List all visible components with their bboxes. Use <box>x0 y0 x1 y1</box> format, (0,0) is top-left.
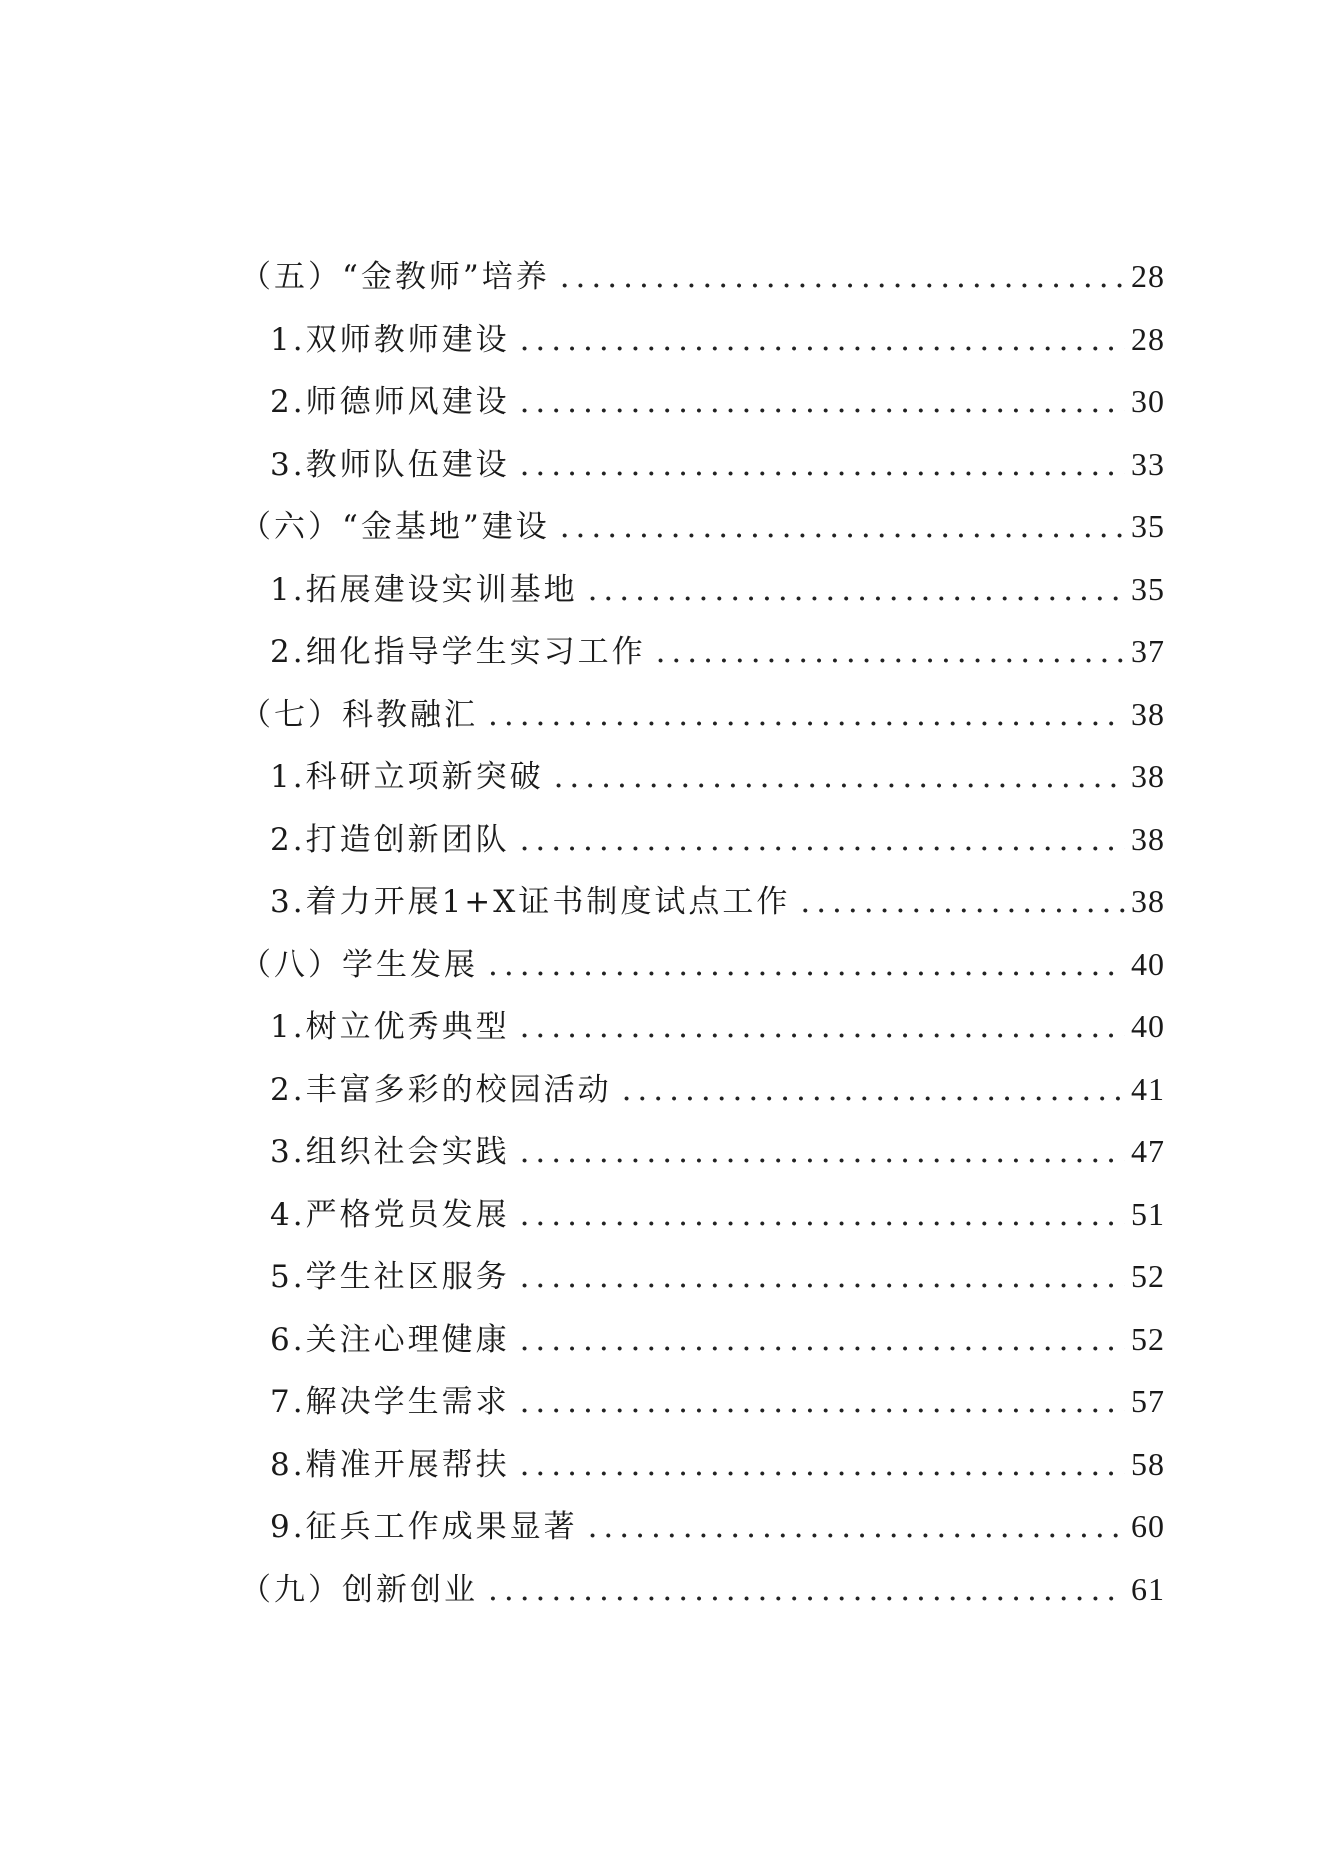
toc-entry-page: 52 <box>1131 1258 1165 1294</box>
toc-entry[interactable] <box>240 1370 1165 1433</box>
toc-entry-title: 3.教师队伍建设 <box>270 446 510 483</box>
toc-dot-leader <box>656 621 1125 684</box>
toc-entry-title: 6.关注心理健康 <box>270 1321 510 1358</box>
toc-entry[interactable] <box>240 1183 1165 1246</box>
toc-entry-page: 51 <box>1131 1195 1165 1232</box>
toc-entry-title: 3.组织社会实践 <box>270 1134 510 1170</box>
toc-entry-title: 3.着力开展1+X证书制度试点工作 <box>270 884 791 920</box>
toc-entry-title: 2.细化指导学生实习工作 <box>270 634 646 670</box>
table-of-contents <box>240 245 1165 1620</box>
toc-entry-title: 1.双师教师建设 <box>270 321 510 358</box>
toc-entry-page: 35 <box>1131 508 1165 544</box>
toc-dot-leader <box>588 1496 1125 1559</box>
toc-entry[interactable] <box>240 683 1165 746</box>
toc-entry[interactable] <box>240 995 1165 1058</box>
toc-entry-page: 57 <box>1131 1383 1165 1419</box>
toc-entry-page: 30 <box>1131 383 1165 419</box>
toc-entry-title: 8.精准开展帮扶 <box>270 1446 510 1483</box>
toc-entry-page: 61 <box>1131 1570 1165 1607</box>
toc-dot-leader <box>800 871 1125 934</box>
toc-entry[interactable] <box>240 1308 1165 1371</box>
toc-entry[interactable] <box>240 245 1165 308</box>
toc-dot-leader <box>520 1309 1125 1372</box>
toc-dot-leader <box>520 1121 1125 1184</box>
toc-dot-leader <box>622 1059 1125 1122</box>
toc-entry[interactable] <box>240 1558 1165 1621</box>
toc-dot-leader <box>560 246 1125 309</box>
toc-entry-title: 4.严格党员发展 <box>270 1196 510 1233</box>
toc-entry-title: 1.拓展建设实训基地 <box>270 571 578 608</box>
toc-entry[interactable] <box>240 495 1165 558</box>
toc-dot-leader <box>488 1559 1125 1622</box>
toc-entry-title: （六）“金基地”建设 <box>240 509 550 545</box>
toc-dot-leader <box>488 934 1125 997</box>
toc-entry-page: 38 <box>1131 883 1165 919</box>
toc-dot-leader <box>520 434 1125 497</box>
toc-entry-page: 38 <box>1131 820 1165 857</box>
toc-entry[interactable] <box>240 620 1165 683</box>
toc-entry-page: 58 <box>1131 1445 1165 1482</box>
toc-entry-page: 60 <box>1131 1508 1165 1544</box>
toc-entry[interactable] <box>240 933 1165 996</box>
toc-entry-title: 2.师德师风建设 <box>270 384 510 420</box>
toc-dot-leader <box>520 1371 1125 1434</box>
toc-dot-leader <box>520 1184 1125 1247</box>
toc-entry-page: 28 <box>1131 320 1165 357</box>
toc-entry-page: 41 <box>1131 1070 1165 1107</box>
toc-dot-leader <box>520 996 1125 1059</box>
toc-dot-leader <box>520 1246 1125 1309</box>
toc-entry-page: 52 <box>1131 1320 1165 1357</box>
toc-entry-page: 28 <box>1131 258 1165 294</box>
toc-entry-title: （七）科教融汇 <box>240 696 478 733</box>
toc-entry[interactable] <box>240 370 1165 433</box>
toc-entry[interactable] <box>240 1433 1165 1496</box>
toc-entry-title: 2.丰富多彩的校园活动 <box>270 1071 612 1108</box>
toc-entry[interactable] <box>240 870 1165 933</box>
toc-dot-leader <box>520 1434 1125 1497</box>
toc-entry-title: 1.树立优秀典型 <box>270 1009 510 1045</box>
toc-entry-title: 1.科研立项新突破 <box>270 759 544 795</box>
toc-entry[interactable] <box>240 433 1165 496</box>
toc-entry-title: （五）“金教师”培养 <box>240 259 550 295</box>
toc-dot-leader <box>520 809 1125 872</box>
toc-entry[interactable] <box>240 808 1165 871</box>
toc-entry[interactable] <box>240 1120 1165 1183</box>
toc-dot-leader <box>554 746 1125 809</box>
toc-entry-page: 47 <box>1131 1133 1165 1169</box>
toc-entry-title: 7.解决学生需求 <box>270 1384 510 1420</box>
toc-entry-title: 5.学生社区服务 <box>270 1259 510 1295</box>
toc-entry[interactable] <box>240 308 1165 371</box>
toc-entry-page: 38 <box>1131 758 1165 794</box>
toc-entry-page: 37 <box>1131 633 1165 669</box>
toc-dot-leader <box>588 559 1125 622</box>
toc-entry-title: 2.打造创新团队 <box>270 821 510 858</box>
toc-entry-title: （八）学生发展 <box>240 946 478 983</box>
toc-entry-page: 33 <box>1131 445 1165 482</box>
toc-dot-leader <box>520 371 1125 434</box>
toc-entry-page: 38 <box>1131 695 1165 732</box>
toc-entry-page: 40 <box>1131 945 1165 982</box>
toc-entry-page: 35 <box>1131 570 1165 607</box>
toc-entry-title: （九）创新创业 <box>240 1571 478 1608</box>
toc-entry[interactable] <box>240 1245 1165 1308</box>
toc-dot-leader <box>488 684 1125 747</box>
toc-entry[interactable] <box>240 745 1165 808</box>
toc-entry[interactable] <box>240 558 1165 621</box>
toc-entry[interactable] <box>240 1495 1165 1558</box>
toc-dot-leader <box>520 309 1125 372</box>
toc-entry-title: 9.征兵工作成果显著 <box>270 1509 578 1545</box>
toc-entry-page: 40 <box>1131 1008 1165 1044</box>
toc-dot-leader <box>560 496 1125 559</box>
toc-entry[interactable] <box>240 1058 1165 1121</box>
